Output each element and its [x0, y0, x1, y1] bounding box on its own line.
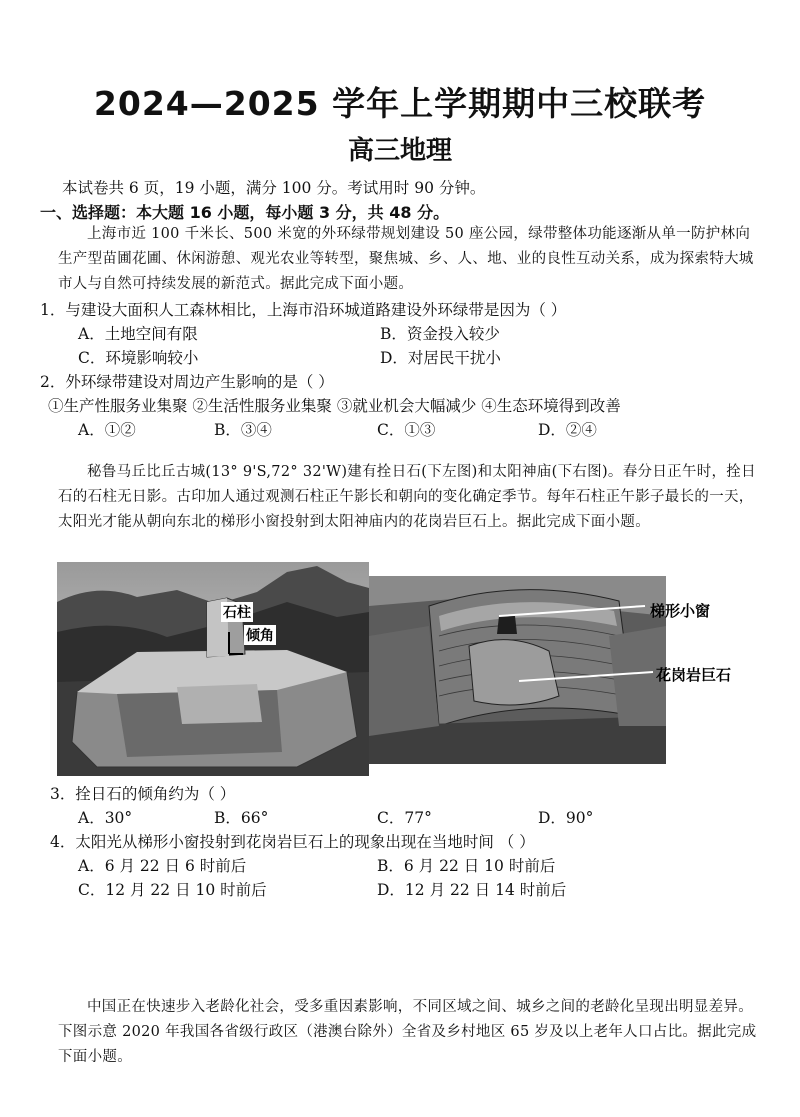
- question-3-option-b: B．66°: [214, 809, 269, 827]
- passage-2: 秘鲁马丘比丘古城(13° 9'S,72° 32'W)建有拴日石(下左图)和太阳神庙(下右图)。春分日正午时，拴日石的石柱无日影。古印加人通过观测石柱正午影长和朝向的变化确定季节。每年石柱正午影子最长的一天，太阳光才能从朝向东北的梯形小窗投射到太阳神庙内的花岗岩巨石上。据此完成下面小题。: [58, 464, 756, 530]
- question-2-items: ①生产性服务业集聚 ②生活性服务业集聚 ③就业机会大幅减少 ④生态环境得到改善: [48, 397, 621, 415]
- question-1-option-b: B．资金投入较少: [380, 325, 500, 343]
- question-2-option-a: A．①②: [78, 421, 136, 439]
- question-1-option-a: A．土地空间有限: [78, 325, 198, 343]
- question-4-option-b: B．6 月 22 日 10 时前后: [377, 857, 556, 875]
- question-3-option-a: A．30°: [78, 809, 133, 827]
- question-1-stem: 1．与建设大面积人工森林相比，上海市沿环城道路建设外环绿带是因为（ ）: [40, 301, 567, 319]
- section-heading: 一、选择题：本大题 16 小题，每小题 3 分，共 48 分。: [40, 203, 450, 222]
- question-1-option-c: C．环境影响较小: [78, 349, 199, 367]
- question-2-option-c: C．①③: [377, 421, 436, 439]
- exam-intro: 本试卷共 6 页，19 小题，满分 100 分。考试用时 90 分钟。: [62, 179, 486, 197]
- label-trapezoid-window: 梯形小窗: [650, 602, 711, 620]
- question-2-option-b: B．③④: [214, 421, 272, 439]
- label-tilt-angle: 倾角: [244, 625, 276, 645]
- intihuatana-stone-photo: [57, 562, 369, 776]
- exam-subject: 高三地理: [347, 136, 452, 166]
- question-4-stem: 4．太阳光从梯形小窗投射到花岗岩巨石上的现象出现在当地时间 （ ）: [50, 833, 535, 851]
- question-3-stem: 3．拴日石的倾角约为（ ）: [50, 785, 236, 803]
- label-pillar: 石柱: [221, 602, 253, 622]
- passage-1: 上海市近 100 千米长、500 米宽的外环绿带规划建设 50 座公园，绿带整体功能逐渐从单一防护林向生产型苗圃花圃、休闲游憩、观光农业等转型，聚焦城、乡、人、地、业的良性互动关系，成为探索特大城市人与自然可持续发展的新范式。据此完成下面小题。: [58, 226, 754, 292]
- passage-3: 中国正在快速步入老龄化社会，受多重因素影响，不同区域之间、城乡之间的老龄化呈现出明显差异。下图示意 2020 年我国各省级行政区（港澳台除外）全省及乡村地区 65 岁及以上老年人口占比。据此完成下面小题。: [58, 999, 757, 1065]
- question-4-option-a: A．6 月 22 日 6 时前后: [78, 857, 247, 875]
- question-2-option-d: D．②④: [538, 421, 597, 439]
- question-2-stem: 2．外环绿带建设对周边产生影响的是（ ）: [40, 373, 334, 391]
- question-4-option-c: C．12 月 22 日 10 时前后: [78, 881, 267, 899]
- question-4-option-d: D．12 月 22 日 14 时前后: [377, 881, 567, 899]
- question-3-option-d: D．90°: [538, 809, 594, 827]
- exam-title: 2024—2025 学年上学期期中三校联考: [93, 84, 707, 123]
- question-3-option-c: C．77°: [377, 809, 432, 827]
- annotation-lines: [369, 576, 669, 696]
- label-granite-boulder: 花岗岩巨石: [656, 666, 732, 684]
- question-1-option-d: D．对居民干扰小: [380, 349, 501, 367]
